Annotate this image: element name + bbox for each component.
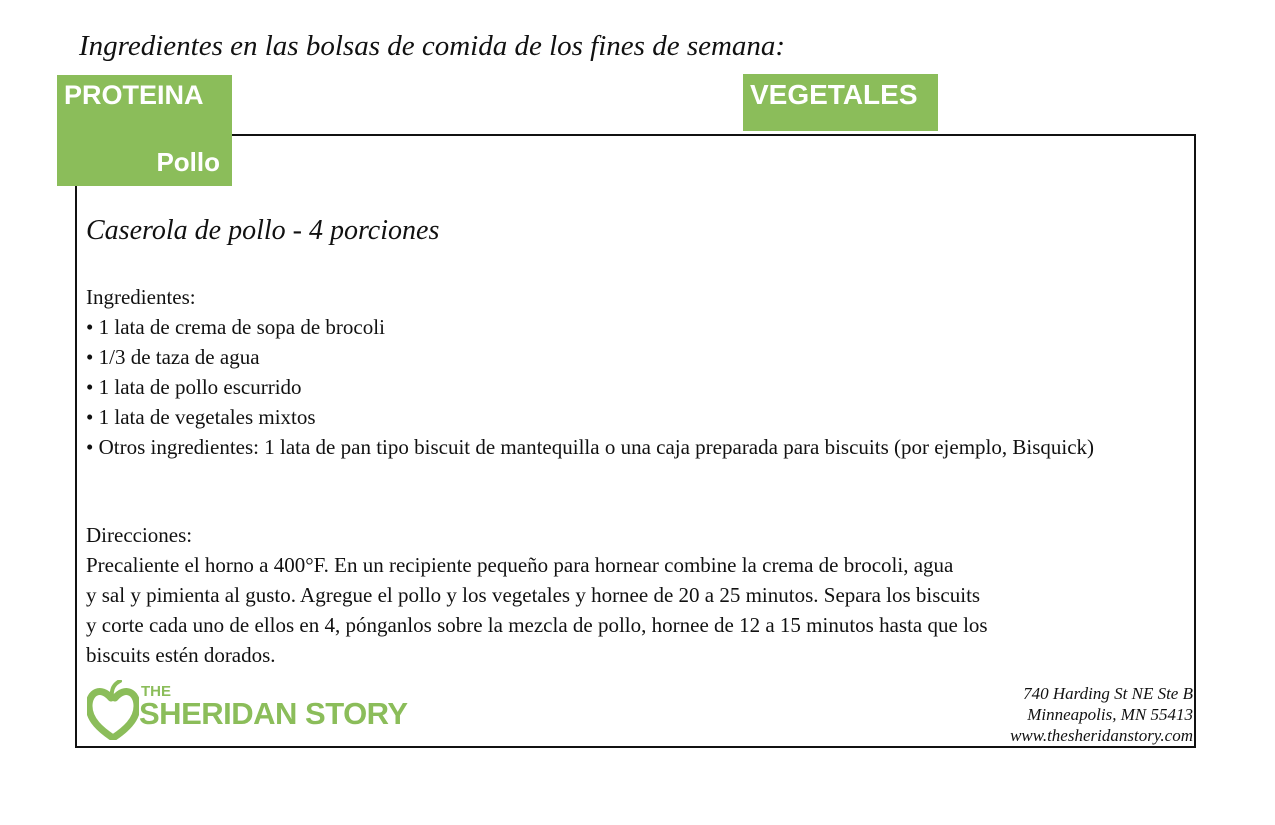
address-line-2: Minneapolis, MN 55413 [1027, 705, 1193, 724]
ingredient-item: • 1 lata de pollo escurrido [86, 372, 1194, 402]
ingredient-item: • Otros ingredientes: 1 lata de pan tipo biscuit de mantequilla o una caja preparada para biscuits (por ejemplo, Bisquick) [86, 432, 1194, 462]
tab-protein [57, 75, 232, 186]
tab-protein-item: Pollo [156, 147, 220, 177]
directions-line: biscuits estén dorados. [86, 643, 276, 667]
logo-the-text: THE [141, 683, 171, 700]
apple-heart-icon [87, 680, 139, 740]
tab-vegetables [743, 74, 938, 131]
directions-line: Precaliente el horno a 400°F. En un recipiente pequeño para hornear combine la crema de brocoli, agua [86, 553, 954, 577]
ingredients-label: Ingredientes: [86, 285, 196, 309]
recipe-title: Caserola de pollo - 4 porciones [86, 215, 440, 246]
directions-section [86, 520, 1194, 670]
ingredients-section [86, 282, 1194, 462]
directions-label: Direcciones: [86, 523, 193, 547]
logo-name-text: SHERIDAN STORY [139, 696, 408, 731]
ingredient-item: • 1/3 de taza de agua [86, 342, 1194, 372]
sheridan-story-logo [87, 680, 427, 740]
tab-protein-label: PROTEINA [64, 80, 204, 110]
website-link[interactable]: www.thesheridanstory.com [1010, 726, 1193, 745]
directions-line: y corte cada uno de ellos en 4, pónganlos sobre la mezcla de pollo, hornee de 12 a 15 minutos hasta que los [86, 613, 988, 637]
ingredients-list [86, 312, 1194, 462]
directions-line: y sal y pimienta al gusto. Agregue el pollo y los vegetales y hornee de 20 a 25 minutos. Separa los biscuits [86, 583, 981, 607]
tab-vegetables-label: VEGETALES [750, 79, 918, 110]
ingredient-item: • 1 lata de vegetales mixtos [86, 402, 1194, 432]
address-line-1: 740 Harding St NE Ste B [1023, 684, 1193, 703]
address-block [1010, 683, 1193, 746]
page-heading: Ingredientes en las bolsas de comida de los fines de semana: [79, 30, 786, 62]
ingredient-item: • 1 lata de crema de sopa de brocoli [86, 312, 1194, 342]
